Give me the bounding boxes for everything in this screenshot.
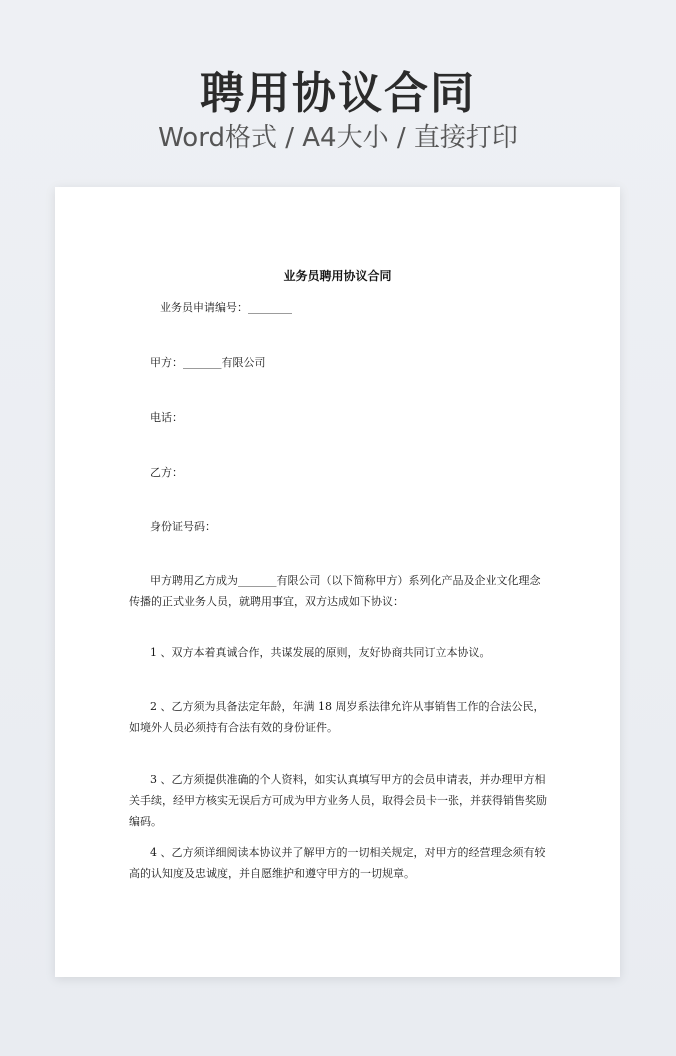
intro-paragraph: 甲方聘用乙方成为_______有限公司（以下简称甲方）系列化产品及企业文化理念传播的正式业务人员，就聘用事宜，双方达成如下协议： (129, 574, 541, 608)
banner-title: 聘用协议合同 (200, 68, 476, 119)
document-page (55, 187, 620, 977)
id-number-line: 身份证号码： (150, 520, 216, 533)
clause-3: 3 、乙方须提供准确的个人资料，如实认真填写甲方的会员申请表，并办理甲方相关手续，经甲方核实无误后方可成为甲方业务人员，取得会员卡一张，并获得销售奖励编码。 (129, 773, 547, 828)
application-number-line: 业务员申请编号：________ (160, 301, 292, 314)
party-b-line: 乙方： (150, 466, 183, 479)
phone-line: 电话： (150, 411, 183, 424)
clause-1: 1 、双方本着真诚合作，共谋发展的原则，友好协商共同订立本协议。 (150, 646, 491, 659)
document-title: 业务员聘用协议合同 (283, 269, 392, 283)
party-a-line: 甲方：_______有限公司 (150, 356, 266, 369)
clause-2: 2 、乙方须为具备法定年龄，年满 18 周岁系法律允许从事销售工作的合法公民，如境外人员必须持有合法有效的身份证件。 (129, 700, 545, 734)
banner-subtitle: Word格式 / A4大小 / 直接打印 (158, 123, 518, 153)
clause-4: 4 、乙方须详细阅读本协议并了解甲方的一切相关规定，对甲方的经营理念须有较高的认知度及忠诚度，并自愿维护和遵守甲方的一切规章。 (129, 846, 546, 880)
